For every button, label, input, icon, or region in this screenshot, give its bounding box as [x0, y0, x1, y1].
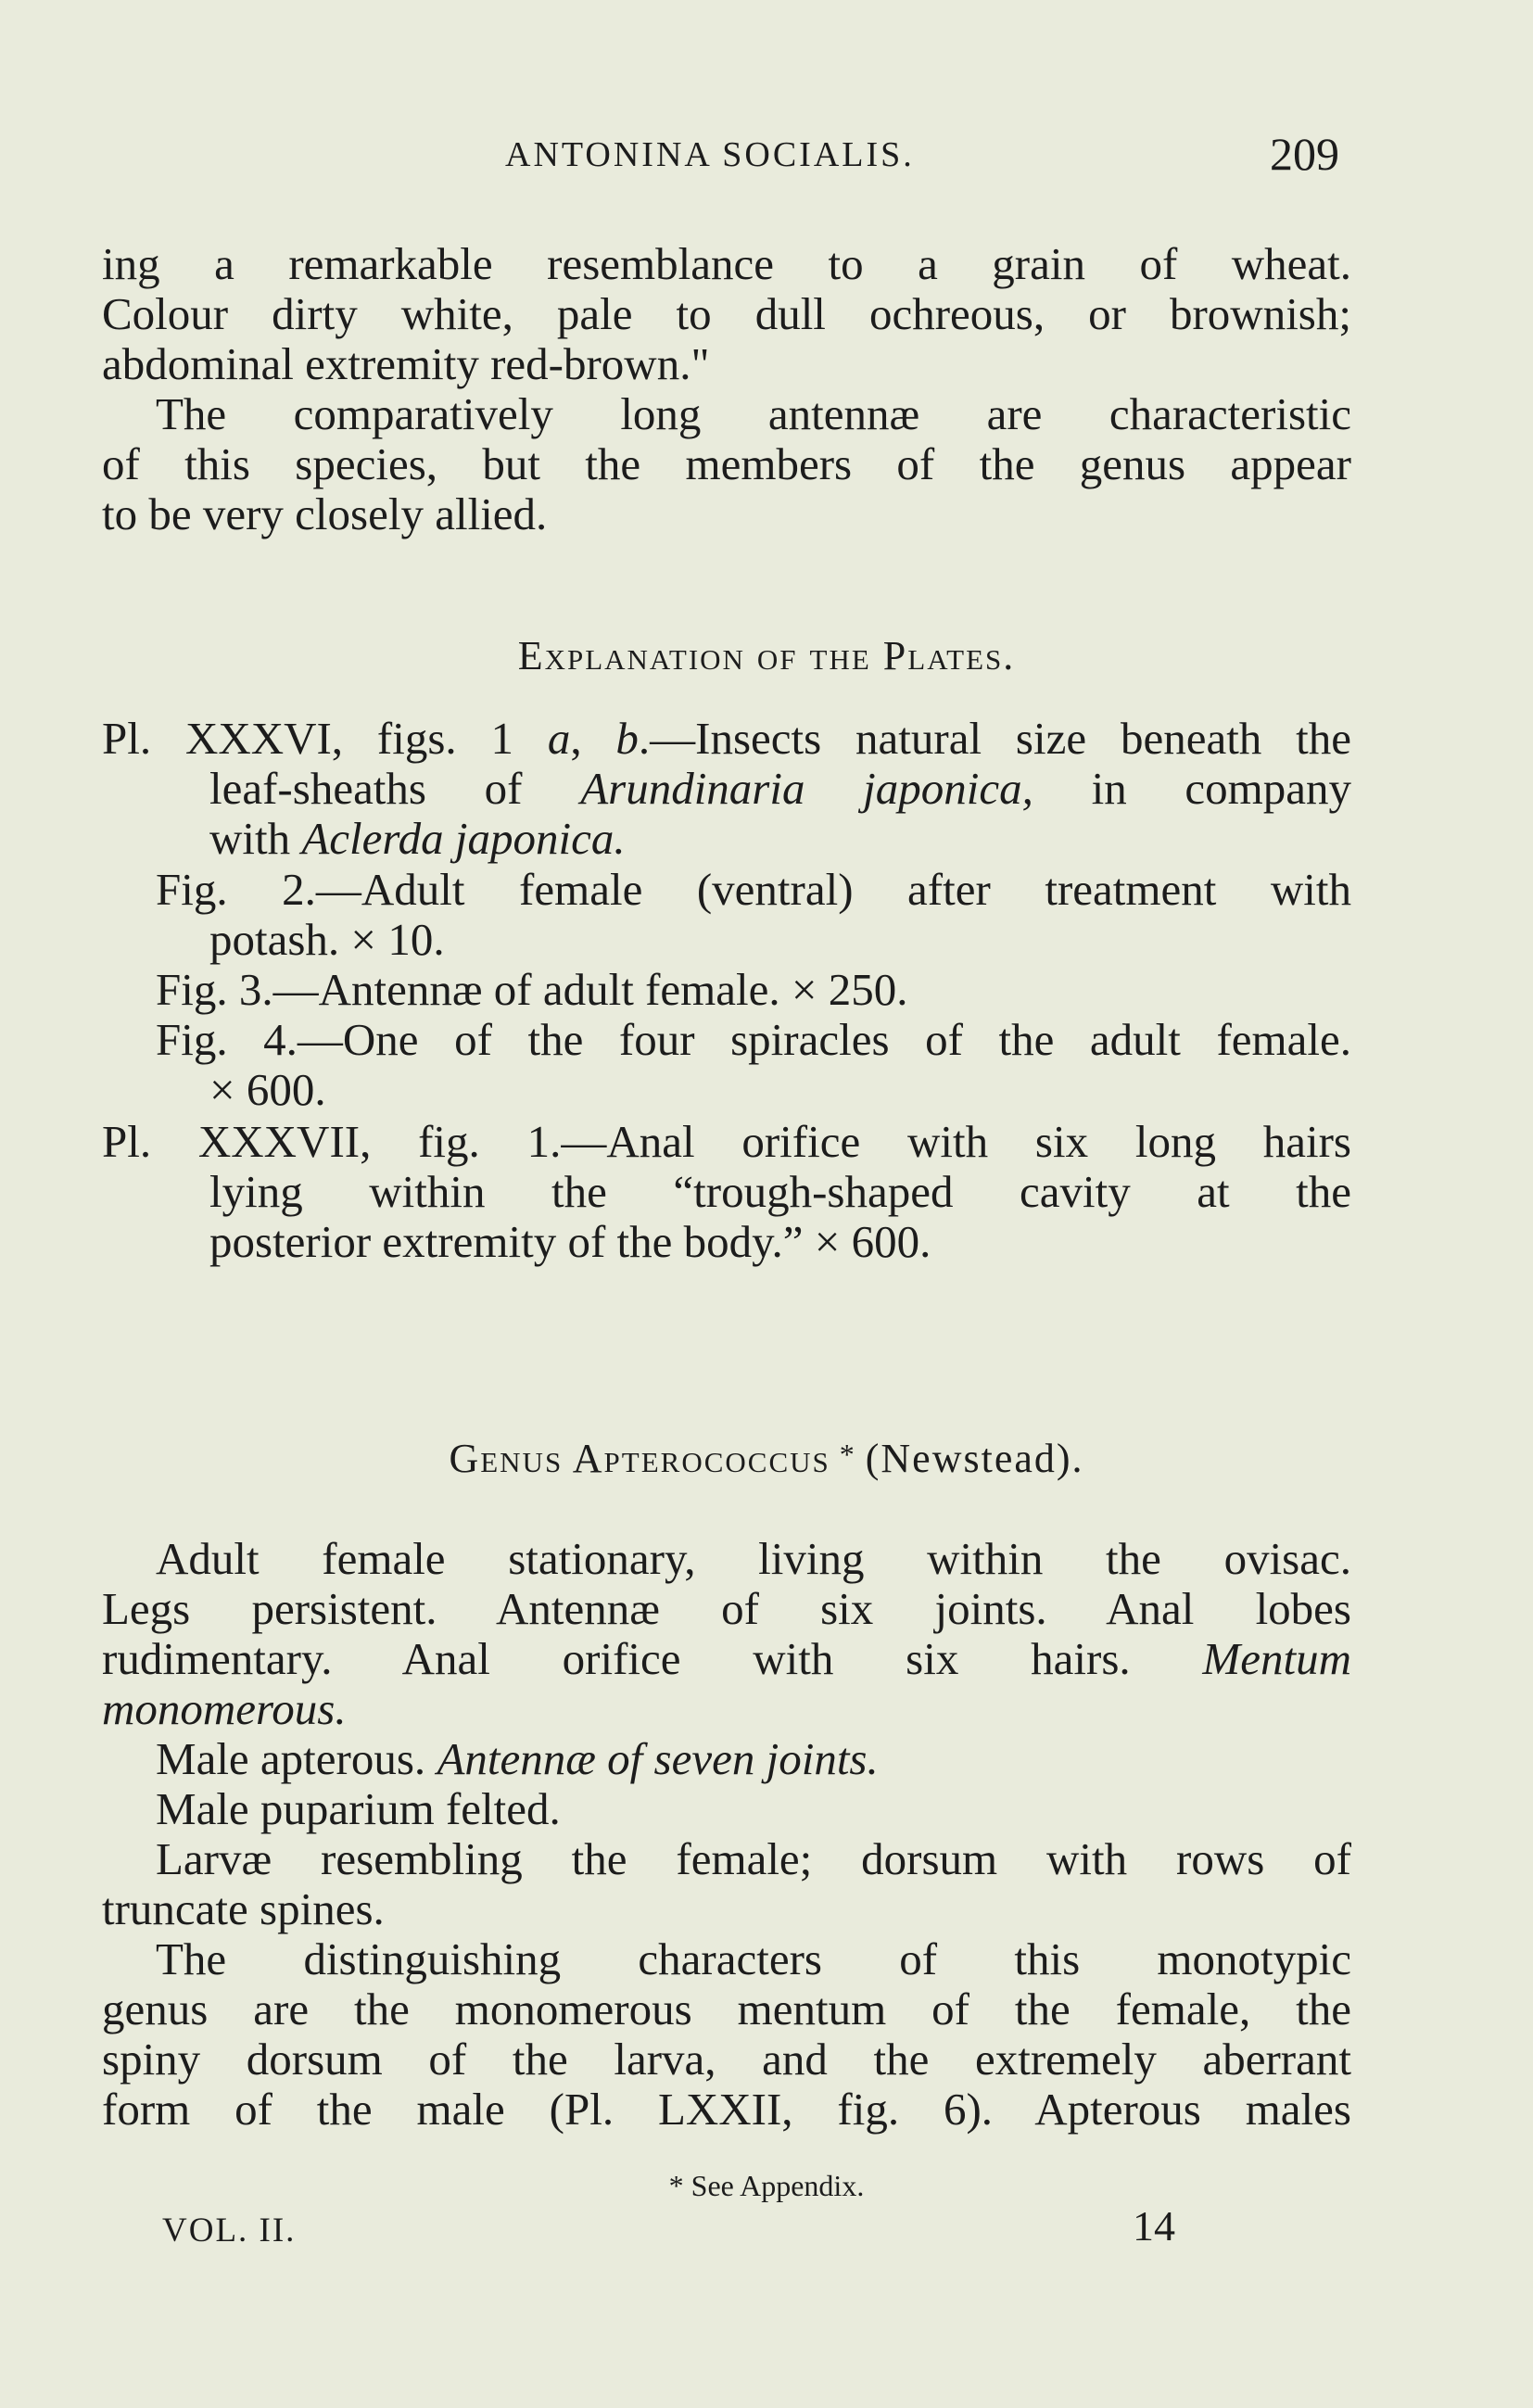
plate-entry-line: potash. × 10.	[209, 914, 445, 965]
plate-entry-line: Fig. 4.—One of the four spiracles of the adult female.	[156, 1014, 1351, 1065]
section-heading-plates: Explanation of the Plates.	[517, 633, 1016, 678]
running-title: ANTONINA SOCIALIS.	[505, 135, 915, 174]
text-line: Adult female stationary, living within the ovisac.	[156, 1533, 1351, 1584]
text-line: form of the male (Pl. LXXII, fig. 6). Apterous males	[102, 2084, 1351, 2135]
plate-entry-line: Pl. XXXVI, figs. 1 a, b.—Insects natural size beneath the	[102, 713, 1351, 764]
plate-entry-line: posterior extremity of the body.” × 600.	[209, 1216, 931, 1267]
text-line: The comparatively long antennæ are characteristic	[156, 388, 1351, 439]
plate-entry-line: Fig. 2.—Adult female (ventral) after treatment with	[156, 864, 1351, 915]
volume-signature: VOL. II.	[162, 2212, 297, 2250]
text-line: rudimentary. Anal orifice with six hairs. Mentum	[102, 1633, 1351, 1684]
text-line: Male apterous. Antennæ of seven joints.	[156, 1733, 879, 1784]
page-number: 209	[1270, 128, 1339, 180]
text-line: Larvæ resembling the female; dorsum with rows of	[156, 1833, 1351, 1884]
footnote: * See Appendix.	[668, 2169, 865, 2202]
text-line: monomerous.	[102, 1683, 347, 1734]
text-line: The distinguishing characters of this monotypic	[156, 1933, 1351, 1984]
text-line: abdominal extremity red-brown."	[102, 338, 710, 389]
text-line: Colour dirty white, pale to dull ochreous, or brownish;	[102, 288, 1351, 339]
text-line: genus are the monomerous mentum of the female, the	[102, 1983, 1351, 2034]
plate-entry-line: × 600.	[209, 1064, 326, 1115]
text-line: to be very closely allied.	[102, 488, 548, 539]
text-line: Legs persistent. Antennæ of six joints. Anal lobes	[102, 1583, 1351, 1634]
section-heading-genus: Genus Apterococcus * (Newstead).	[449, 1436, 1084, 1481]
plate-entry-line: with Aclerda japonica.	[209, 813, 626, 864]
plate-entry-line: Fig. 3.—Antennæ of adult female. × 250.	[156, 964, 908, 1015]
text-line: of this species, but the members of the genus appear	[102, 438, 1351, 489]
gathering-signature: 14	[1133, 2202, 1175, 2250]
text-line: ing a remarkable resemblance to a grain of wheat.	[102, 238, 1351, 289]
plate-entry-line: lying within the “trough-shaped cavity at the	[209, 1166, 1351, 1217]
plate-entry-line: Pl. XXXVII, fig. 1.—Anal orifice with six long hairs	[102, 1116, 1351, 1167]
text-line: Male puparium felted.	[156, 1783, 561, 1834]
plate-entry-line: leaf-sheaths of Arundinaria japonica, in company	[209, 763, 1351, 814]
text-line: truncate spines.	[102, 1883, 385, 1934]
text-line: spiny dorsum of the larva, and the extremely aberrant	[102, 2034, 1351, 2085]
